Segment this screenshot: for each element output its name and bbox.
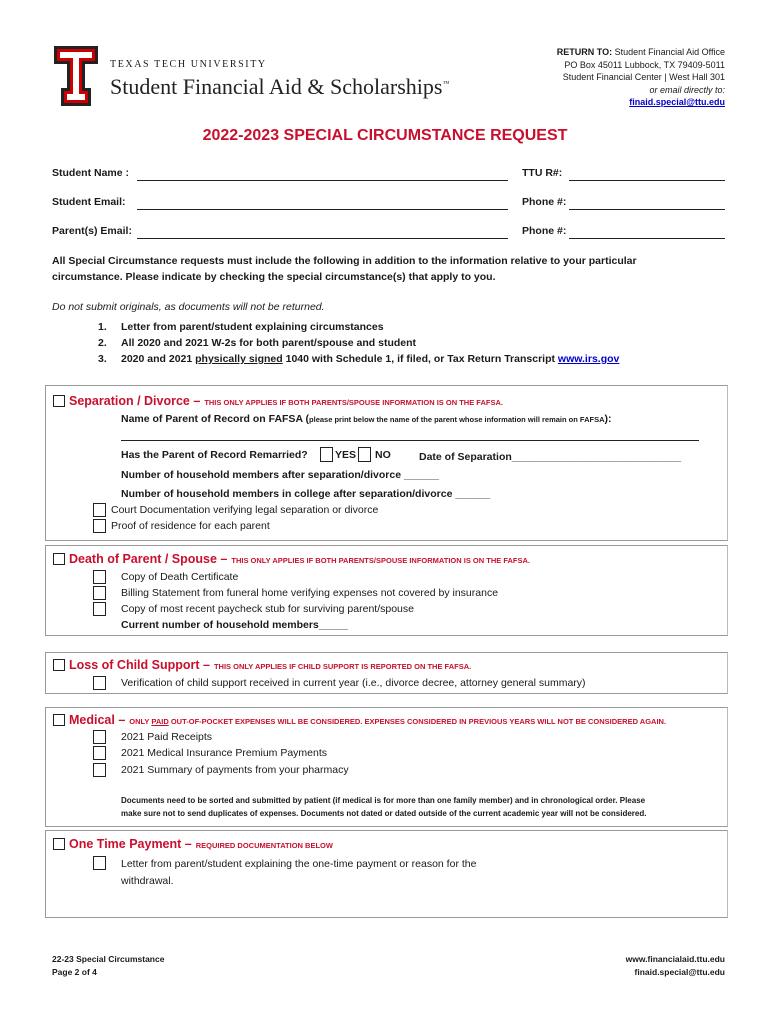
insurance-premium-checkbox[interactable]	[93, 746, 106, 760]
residence-proof-label: Proof of residence for each parent	[111, 520, 270, 532]
death-cert-label: Copy of Death Certificate	[121, 571, 239, 583]
medical-checkbox[interactable]	[53, 714, 65, 726]
funeral-billing-label: Billing Statement from funeral home verifying expenses not covered by insurance	[121, 587, 499, 599]
paid-receipts-checkbox[interactable]	[93, 730, 106, 744]
one-time-letter-label: Letter from parent/student explaining the one-time payment or reason for the withdrawal.	[121, 858, 477, 887]
child-support-heading: Loss of Child Support – THIS ONLY APPLIES IF CHILD SUPPORT IS REPORTED ON THE FAFSA.	[69, 658, 472, 672]
intro-text: All Special Circumstance requests must include the following in addition to the information relative to your particular circumstance. Please indicate by checking the special circumstance(s) that apply to you.	[52, 255, 637, 283]
parent-of-record-label: Name of Parent of Record on FAFSA (please print below the name of the parent whose information will remain on FAFSA):	[121, 413, 612, 425]
one-time-letter-checkbox[interactable]	[93, 856, 106, 870]
footer-left: 22-23 Special Circumstance Page 2 of 4	[52, 954, 165, 977]
university-name: TEXAS TECH UNIVERSITY	[110, 59, 267, 70]
remarried-no-checkbox[interactable]	[358, 447, 371, 462]
student-name-label: Student Name :	[52, 167, 130, 179]
college-after-separation-field[interactable]: Number of household members in college after separation/divorce ______	[121, 488, 491, 500]
student-email-field[interactable]	[137, 209, 508, 210]
pharmacy-summary-label: 2021 Summary of payments from your pharmacy	[121, 764, 349, 776]
death-checkbox[interactable]	[53, 553, 65, 565]
household-after-separation-field[interactable]: Number of household members after separation/divorce ______	[121, 469, 440, 481]
one-time-checkbox[interactable]	[53, 838, 65, 850]
list-item: 1. Letter from parent/student explaining circumstances	[98, 321, 384, 333]
ttu-r-label: TTU R#:	[522, 167, 563, 179]
student-email-label: Student Email:	[52, 196, 126, 208]
one-time-heading: One Time Payment – REQUIRED DOCUMENTATION BELOW	[69, 837, 333, 851]
residence-proof-checkbox[interactable]	[93, 519, 106, 533]
child-support-verification-label: Verification of child support received in current year (i.e., divorce decree, attorney general summary)	[121, 677, 586, 689]
child-support-verification-checkbox[interactable]	[93, 676, 106, 690]
paid-receipts-label: 2021 Paid Receipts	[121, 731, 213, 743]
current-household-field[interactable]: Current number of household members_____	[121, 619, 348, 631]
parent-of-record-field[interactable]	[121, 440, 699, 441]
return-email-link[interactable]: finaid.special@ttu.edu	[629, 97, 725, 107]
department-name: Student Financial Aid & Scholarships™	[110, 74, 450, 99]
medical-heading: Medical – ONLY PAID OUT-OF-POCKET EXPENSES WILL BE CONSIDERED. EXPENSES CONSIDERED IN PREVIOUS YEARS WILL NOT BE CONSIDERED AGAIN.	[69, 713, 667, 727]
separation-checkbox[interactable]	[53, 395, 65, 407]
yes-label: YES	[335, 449, 357, 461]
insurance-premium-label: 2021 Medical Insurance Premium Payments	[121, 747, 328, 759]
ttu-r-field[interactable]	[569, 180, 725, 181]
no-label: NO	[375, 449, 391, 461]
parent-email-label: Parent(s) Email:	[52, 225, 132, 237]
list-item: 2. All 2020 and 2021 W-2s for both parent/spouse and student	[98, 337, 417, 349]
list-item: 3. 2020 and 2021 physically signed 1040 with Schedule 1, if filed, or Tax Return Transcript www.irs.gov	[98, 353, 620, 365]
irs-link[interactable]: www.irs.gov	[557, 353, 620, 365]
remarried-label: Has the Parent of Record Remarried?	[121, 449, 308, 461]
page-title: 2022-2023 SPECIAL CIRCUMSTANCE REQUEST	[202, 127, 568, 144]
paycheck-stub-label: Copy of most recent paycheck stub for surviving parent/spouse	[121, 603, 414, 615]
return-address: RETURN TO: Student Financial Aid Office PO Box 45011 Lubbock, TX 79409-5011 Student Financial Center | West Hall 301 or email directly to: finaid.special@ttu.edu	[556, 47, 725, 107]
child-support-checkbox[interactable]	[53, 659, 65, 671]
court-docs-checkbox[interactable]	[93, 503, 106, 517]
court-docs-label: Court Documentation verifying legal separation or divorce	[111, 504, 379, 516]
originals-note: Do not submit originals, as documents will not be returned.	[52, 301, 325, 313]
death-cert-checkbox[interactable]	[93, 570, 106, 584]
separation-heading: Separation / Divorce – THIS ONLY APPLIES IF BOTH PARENTS/SPOUSE INFORMATION IS ON THE FAFSA.	[69, 394, 503, 408]
parent-email-field[interactable]	[137, 238, 508, 239]
footer-email[interactable]: finaid.special@ttu.edu	[634, 966, 725, 977]
requirements-list	[98, 319, 619, 367]
phone-label: Phone #:	[522, 196, 567, 208]
parent-phone-field[interactable]	[569, 238, 725, 239]
death-heading: Death of Parent / Spouse – THIS ONLY APPLIES IF BOTH PARENTS/SPOUSE INFORMATION IS ON THE FAFSA.	[69, 552, 531, 566]
paycheck-stub-checkbox[interactable]	[93, 602, 106, 616]
funeral-billing-checkbox[interactable]	[93, 586, 106, 600]
medical-instructions: Documents need to be sorted and submitted by patient (if medical is for more than one family member) and in chronological order. Please make sure not to send duplicates of expenses. Documents not dated or dated outside of the current academic year will not be considered.	[121, 796, 647, 818]
student-name-field[interactable]	[137, 180, 508, 181]
pharmacy-summary-checkbox[interactable]	[93, 763, 106, 777]
remarried-yes-checkbox[interactable]	[320, 447, 333, 462]
separation-date-field[interactable]: Date of Separation_____________________________	[419, 451, 682, 463]
footer-right	[626, 953, 725, 978]
texas-tech-logo	[52, 44, 100, 108]
phone-field[interactable]	[569, 209, 725, 210]
parent-phone-label: Phone #:	[522, 225, 567, 237]
footer-website[interactable]: www.financialaid.ttu.edu	[625, 954, 725, 964]
